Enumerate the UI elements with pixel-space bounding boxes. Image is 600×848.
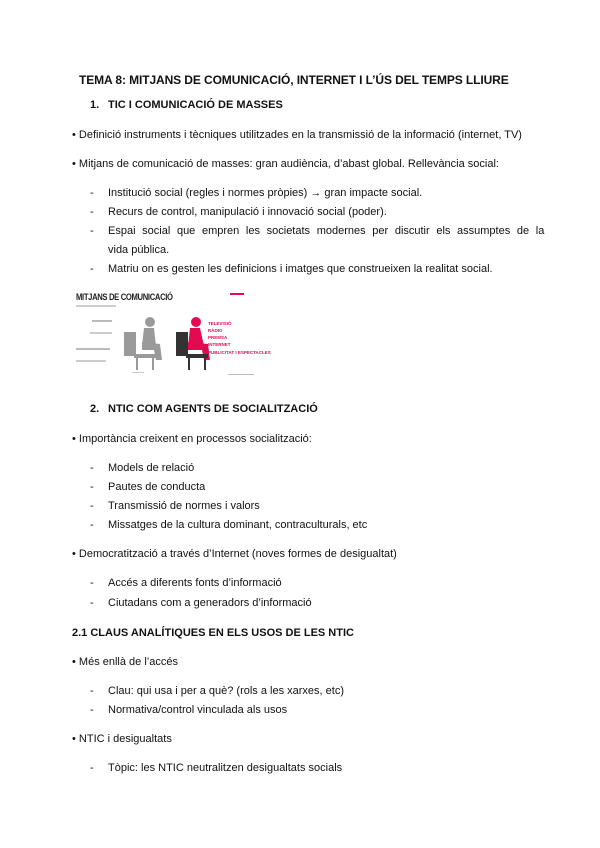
section-2-1-bullet-2: • NTIC i desigualtats bbox=[72, 733, 172, 745]
red-person-icon bbox=[176, 317, 210, 370]
dash-marker: - bbox=[90, 519, 94, 531]
list-item: Accés a diferents fonts d’informació bbox=[108, 577, 282, 589]
dash-marker: - bbox=[90, 577, 94, 589]
dash-marker: - bbox=[90, 206, 94, 218]
section-2-1-bullet-1: • Més enllà de l’accés bbox=[72, 656, 178, 668]
dash-marker: - bbox=[90, 704, 94, 716]
figure-accent-mark bbox=[230, 293, 244, 295]
media-figure bbox=[72, 288, 271, 380]
dash-marker: - bbox=[90, 685, 94, 697]
figure-footer-line bbox=[228, 374, 254, 375]
list-item: Matriu on es gesten les definicions i imatges que construeixen la realitat social. bbox=[108, 263, 493, 275]
section-1-bullet-1: • Definició instruments i tècniques utilitzades en la transmissió de la informació (internet, TV) bbox=[72, 129, 522, 141]
dash-marker: - bbox=[90, 481, 94, 493]
page-title: TEMA 8: MITJANS DE COMUNICACIÓ, INTERNET I L’ÚS DEL TEMPS LLIURE bbox=[79, 73, 509, 87]
list-item: Clau: qui usa i per a què? (rols a les xarxes, etc) bbox=[108, 685, 345, 697]
list-item: Missatges de la cultura dominant, contraculturals, etc bbox=[108, 519, 368, 531]
list-item: Recurs de control, manipulació i innovació social (poder). bbox=[108, 206, 387, 218]
figure-red-label: RÀDIO bbox=[208, 328, 223, 333]
section-2-bullet-1: • Importància creixent en processos socialització: bbox=[72, 433, 312, 445]
list-item: Models de relació bbox=[108, 462, 195, 474]
section-1-number: 1. bbox=[90, 99, 100, 111]
section-2-bullet-2: • Democratització a través d’Internet (noves formes de desigualtat) bbox=[72, 548, 397, 560]
section-2-number: 2. bbox=[90, 403, 100, 415]
section-1-heading: TIC I COMUNICACIÓ DE MASSES bbox=[108, 99, 283, 111]
list-item-continuation: vida pública. bbox=[108, 244, 170, 256]
section-2-heading: NTIC COM AGENTS DE SOCIALITZACIÓ bbox=[108, 403, 318, 415]
figure-title: MITJANS DE COMUNICACIÓ bbox=[76, 292, 173, 302]
dash-marker: - bbox=[90, 762, 94, 774]
figure-red-label: PUBLICITAT I ESPECTACLES bbox=[208, 350, 271, 355]
dash-marker: - bbox=[90, 225, 94, 237]
list-item: Transmissió de normes i valors bbox=[108, 500, 260, 512]
dash-marker: - bbox=[90, 187, 94, 199]
figure-label-line bbox=[76, 348, 110, 350]
figure-subtitle-line bbox=[76, 305, 116, 307]
figure-red-label: TELEVISIÓ bbox=[208, 321, 232, 326]
dash-marker: - bbox=[90, 597, 94, 609]
section-1-bullet-2: • Mitjans de comunicació de masses: gran audiència, d’abast global. Rellevància social: bbox=[72, 158, 499, 170]
figure-label-line bbox=[92, 320, 112, 322]
seated-figures-illustration bbox=[120, 312, 220, 374]
figure-label-line bbox=[90, 332, 112, 334]
list-item: Tòpic: les NTIC neutralitzen desigualtats socials bbox=[108, 762, 343, 774]
figure-red-label: INTERNET bbox=[208, 342, 231, 347]
dash-marker: - bbox=[90, 263, 94, 275]
list-item: Institució social (regles i normes pròpies) → gran impacte social. bbox=[108, 187, 423, 199]
dash-marker: - bbox=[90, 500, 94, 512]
list-item: Pautes de conducta bbox=[108, 481, 206, 493]
figure-red-label: PREMSA bbox=[208, 335, 228, 340]
gray-person-icon bbox=[124, 317, 162, 370]
list-item: Normativa/control vinculada als usos bbox=[108, 704, 288, 716]
list-item: Espai social que empren les societats modernes per discutir els assumptes de la bbox=[108, 225, 545, 237]
section-2-1-heading: 2.1 CLAUS ANALÍTIQUES EN ELS USOS DE LES NTIC bbox=[72, 627, 354, 639]
list-item: Ciutadans com a generadors d’informació bbox=[108, 597, 312, 609]
dash-marker: - bbox=[90, 462, 94, 474]
figure-label-line bbox=[76, 360, 106, 362]
